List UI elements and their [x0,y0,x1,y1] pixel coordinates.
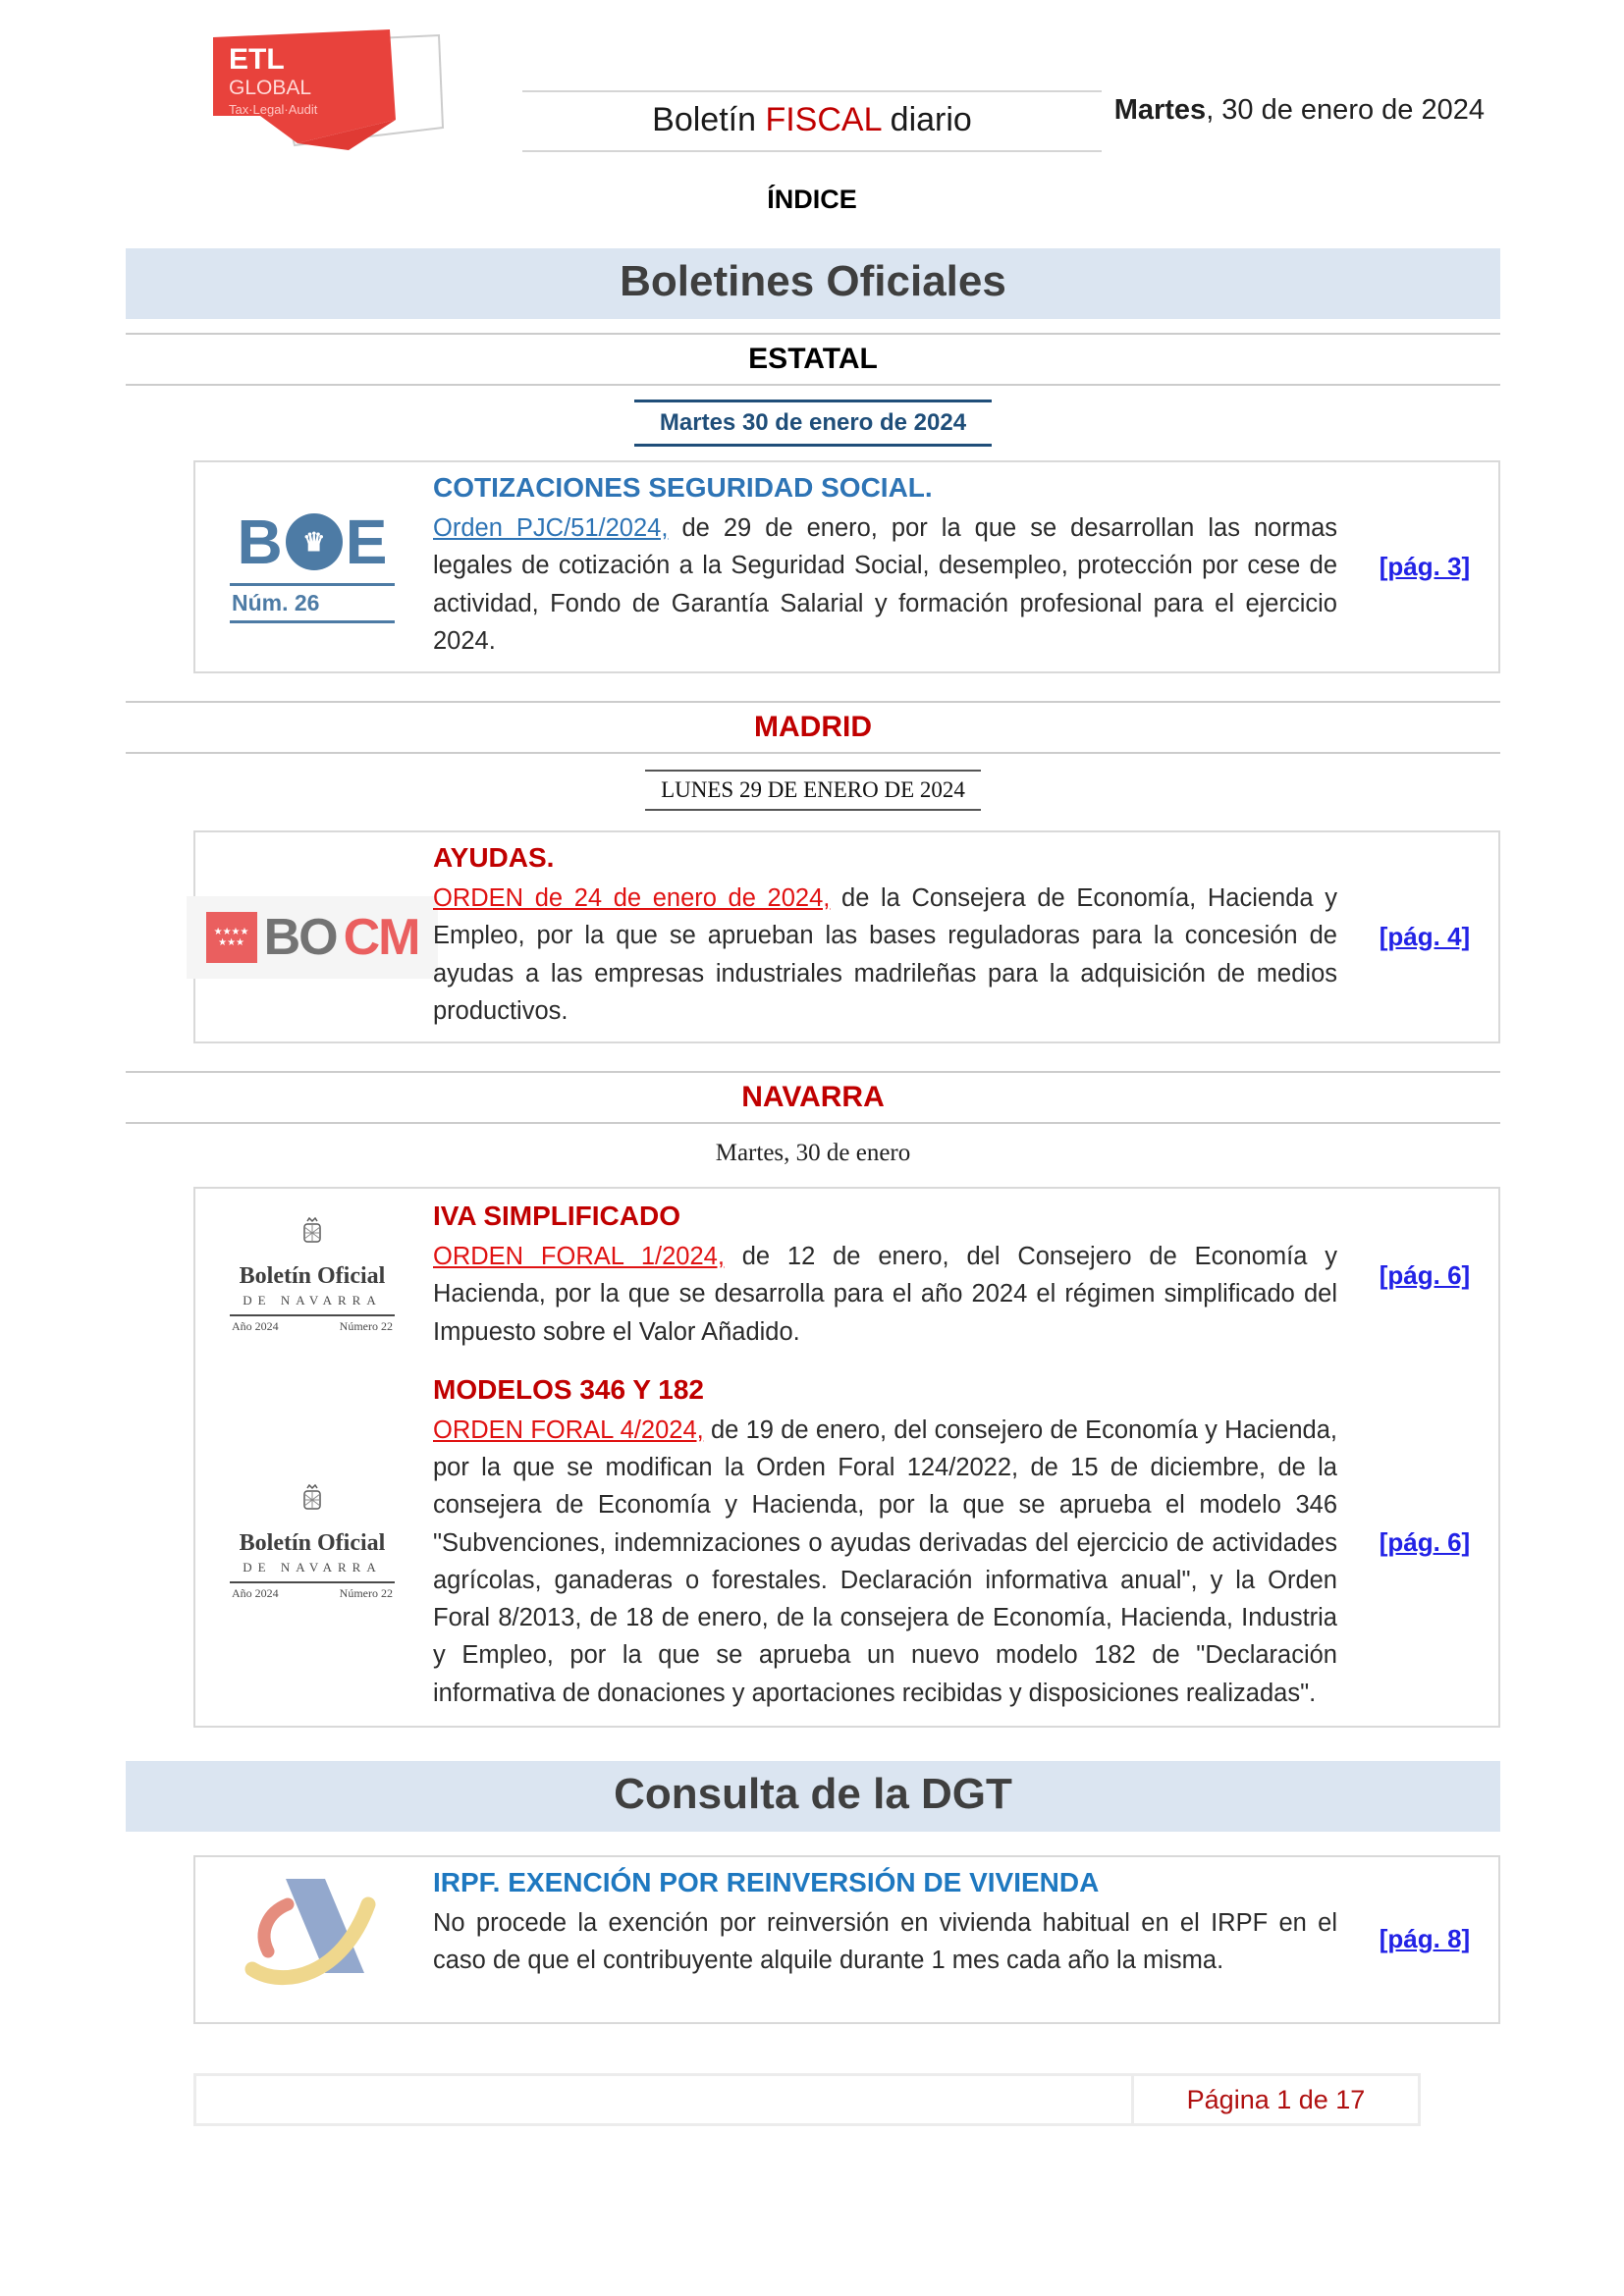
dgt-page-ref-column [1351,1857,1498,2022]
page-footer [193,2073,1421,2126]
band-consulta-dgt: Consulta de la DGT [126,1761,1500,1832]
boe-entry-text [429,462,1351,671]
navarra-iva-order-link[interactable]: ORDEN FORAL 1/2024, [433,1243,725,1270]
bocm-page-ref-column [1351,832,1498,1041]
etl-logo-global: GLOBAL [229,77,312,99]
bocm-entry [193,830,1500,1043]
bon-logo-column [195,1201,429,1351]
navarra-entries-box [193,1187,1500,1728]
bon-logo-subtitle: DE NAVARRA [243,1292,382,1308]
bon-logo-subtitle: DE NAVARRA [243,1560,382,1575]
navarra-entry-iva-body-text: de 12 de enero, del Consejero de Economía y Hacienda, por la que se desarrolla para el año 2024 el régimen simplificado del Impuesto sobre el Valor Añadido. [433,1243,1337,1346]
boe-entry-body-text: de 29 de enero, por la que se desarrollan las normas legales de cotización a la Seguridad Social, desempleo, protección por cese de actividad, Fondo de Garantía Salarial y formación profesional para el ejercicio 2024. [433,514,1337,655]
madrid-date: LUNES 29 DE ENERO DE 2024 [645,770,981,811]
bon-logo-year: Año 2024 [232,1318,279,1333]
bocm-logo [187,896,439,979]
navarra-entry-modelos-body [433,1412,1337,1712]
navarra-entry-modelos-title: MODELOS 346 Y 182 [433,1373,704,1405]
navarra-entry-modelos-text [429,1374,1351,1712]
bon-logo-number: Número 22 [339,1318,393,1333]
bocm-entry-text [429,832,1351,1041]
aeat-logo-column [195,1857,429,2022]
bon-logo-rule [230,1581,395,1583]
dgt-entry-text [429,1857,1351,2022]
etl-logo-text: ETL [229,43,285,76]
newsletter-title-accent: FISCAL [765,101,882,138]
boe-logo-rule [230,620,395,623]
boe-logo-letter-e: E [345,507,388,577]
bon-logo-year: Año 2024 [232,1586,279,1601]
footer-empty-box [193,2073,1134,2126]
page-ref-link[interactable]: [pág. 4] [1379,922,1471,951]
boe-entry-body [433,509,1337,660]
navarra-modelos-page-ref-column [1351,1374,1498,1712]
navarra-entry-iva [195,1201,1498,1351]
bon-logo-rule [230,1314,395,1316]
dgt-entry-title: IRPF. EXENCIÓN POR REINVERSIÓN DE VIVIENDA [433,1866,1100,1897]
bocm-logo-cm: CM [343,908,419,966]
bocm-flag-icon [206,912,257,963]
divider [126,1122,1500,1124]
issue-date-rest: , 30 de enero de 2024 [1206,94,1485,126]
dgt-entry-body: No procede la exención por reinversión en vivienda habitual en el IRPF en el caso de que el contribuyente alquile durante 1 mes cada año la misma. [433,1908,1337,1974]
boe-page-ref-column [1351,462,1498,671]
bon-logo-title: Boletín Oficial [239,1530,386,1557]
navarra-entry-iva-body [433,1238,1337,1351]
boe-order-link[interactable]: Orden PJC/51/2024, [433,514,669,542]
boe-crest-icon: ♛ [286,513,343,570]
boe-entry [193,460,1500,673]
bon-logo [230,1484,395,1601]
divider [126,384,1500,386]
navarra-entry-iva-title: IVA SIMPLIFICADO [433,1201,680,1231]
newsletter-title-pre: Boletín [652,101,766,138]
bon-logo-number: Número 22 [339,1586,393,1601]
navarra-crest-icon [296,1217,329,1258]
bon-logo-column [195,1374,429,1712]
newsletter-title-post: diario [881,101,972,138]
etl-global-logo [201,22,447,159]
navarra-date: Martes, 30 de enero [715,1140,911,1166]
bocm-logo-column [195,832,429,1041]
issue-date-day: Martes [1113,94,1207,126]
etl-logo-tagline: Tax·Legal·Audit [229,102,318,117]
divider [126,752,1500,754]
bocm-stars-row: ★★★ [218,936,245,948]
dgt-entry [193,1855,1500,2024]
page-number: Página 1 de 17 [1134,2073,1421,2126]
aeat-logo [239,1871,386,2008]
boe-logo [230,507,395,623]
bocm-entry-body-text: de la Consejera de Economía, Hacienda y Empleo, por la que se aprueban las bases reguladoras para la concesión de ayudas a las empresas industriales madrileñas para la adquisición de medios productivos. [433,884,1337,1025]
bocm-order-link[interactable]: ORDEN de 24 de enero de 2024, [433,884,831,912]
page-ref-link[interactable]: [pág. 8] [1379,1924,1471,1954]
bocm-stars-row: ★★★★ [213,926,249,937]
page-header [0,0,1624,175]
navarra-entry-iva-text [429,1201,1351,1351]
navarra-entry-modelos-body-text: de 19 de enero, del consejero de Economía y Hacienda, por la que se modifican la Orden Foral 124/2022, de 15 de diciembre, de la consejera de Economía y Hacienda, por la que se aprueba el modelo 346 "Subvenciones, indemnizaciones o ayudas derivadas del ejercicio de actividades agrícolas, ganaderas o forestales. Declaración informativa anual", y la Orden Foral 8/2013, de 18 de enero, de la consejera de Economía, Hacienda, Industria y Empleo, por la que se aprueba un nuevo modelo 182 de "Declaración informativa de donaciones y aportaciones recibidas y disposiciones realizadas". [433,1415,1337,1707]
page-ref-link[interactable]: [pág. 6] [1379,1527,1471,1558]
bon-logo [230,1217,395,1334]
boe-logo-letter-b: B [237,507,283,577]
navarra-entry-modelos [195,1374,1498,1712]
estatal-date: Martes 30 de enero de 2024 [634,400,992,447]
boe-issue-number: Núm. 26 [232,590,320,615]
page-ref-link[interactable]: [pág. 3] [1379,552,1471,581]
section-estatal-heading: ESTATAL [748,343,878,375]
bocm-logo-bo: BO [263,908,337,966]
navarra-iva-page-ref-column [1351,1201,1498,1351]
navarra-crest-icon [296,1484,329,1525]
issue-date [1114,94,1485,127]
section-navarra-heading: NAVARRA [741,1081,885,1113]
bocm-entry-body [433,880,1337,1030]
band-boletines-oficiales: Boletines Oficiales [126,248,1500,319]
bocm-entry-title: AYUDAS. [433,842,555,873]
page-ref-link[interactable]: [pág. 6] [1379,1259,1471,1290]
index-heading: ÍNDICE [767,185,857,214]
section-madrid-heading: MADRID [754,711,872,743]
boe-logo-column [195,462,429,671]
newsletter-title [522,90,1102,152]
bon-logo-title: Boletín Oficial [239,1262,386,1289]
navarra-modelos-order-link[interactable]: ORDEN FORAL 4/2024, [433,1415,704,1444]
boe-entry-title: COTIZACIONES SEGURIDAD SOCIAL. [433,472,933,503]
